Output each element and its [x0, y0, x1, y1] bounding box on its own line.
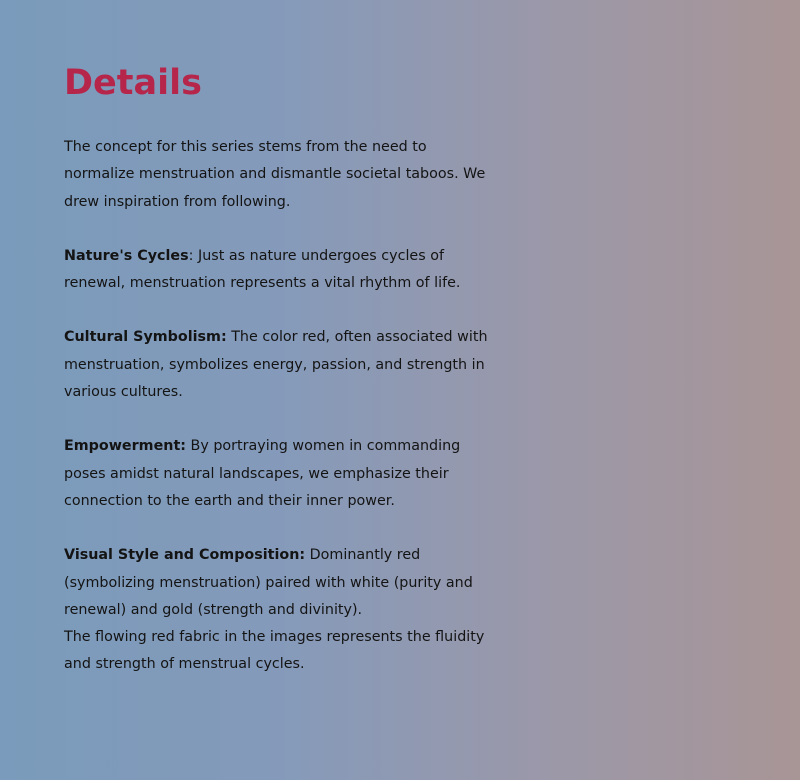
details-content — [64, 134, 494, 679]
section-heading-empowerment: Empowerment: — [64, 438, 186, 455]
section-text-flowing-fabric: The flowing red fabric in the images represents the fluidity and strength of menstrual cycles. — [64, 629, 485, 673]
section-text-empowerment: By portraying women in commanding poses amidst natural landscapes, we emphasize their connection to the earth and their inner power. — [64, 438, 461, 509]
section-heading-natures-cycles: Nature's Cycles — [64, 247, 189, 264]
section-visual-style — [64, 542, 494, 678]
intro-paragraph: The concept for this series stems from the need to normalize menstruation and dismantle societal taboos. We drew inspiration from following. — [64, 139, 486, 210]
section-separator: : — [188, 247, 199, 264]
section-text-visual-style: Dominantly red (symbolizing menstruation) paired with white (purity and renewal) and gold (strength and divinity). — [64, 547, 473, 618]
details-panel — [64, 62, 494, 679]
section-text-cultural-symbolism: The color red, often associated with menstruation, symbolizes energy, passion, and strength in various cultures. — [64, 329, 488, 401]
section-empowerment — [64, 433, 494, 515]
page-title: Details — [64, 63, 202, 103]
section-text-natures-cycles: Just as nature undergoes cycles of renewal, menstruation represents a vital rhythm of life. — [64, 247, 461, 292]
section-natures-cycles — [64, 243, 494, 298]
section-cultural-symbolism — [64, 324, 494, 406]
section-heading-visual-style: Visual Style and Composition: — [64, 547, 306, 564]
section-heading-cultural-symbolism: Cultural Symbolism: — [64, 329, 227, 346]
